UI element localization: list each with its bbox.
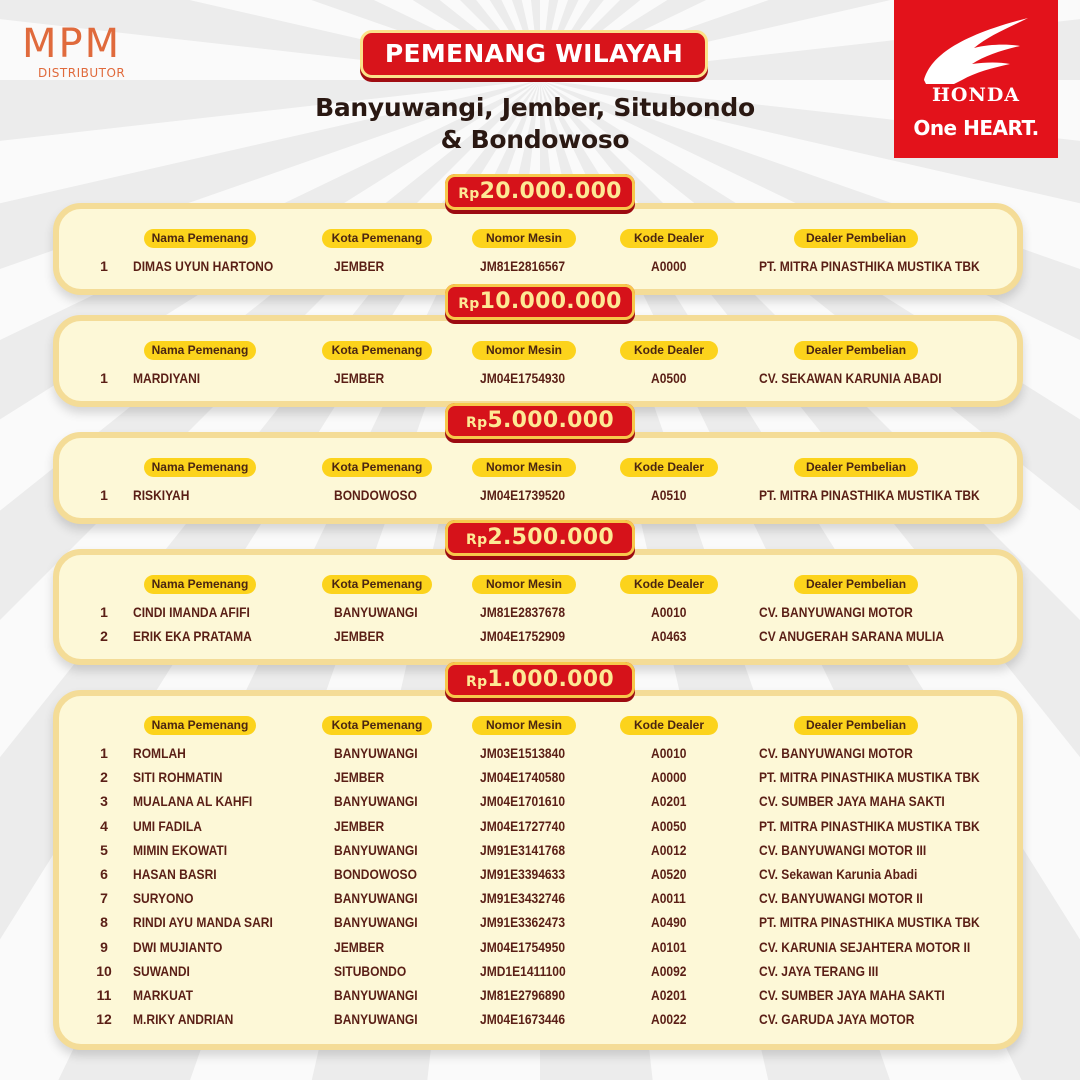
dealer-name: CV. BANYUWANGI MOTOR [759, 604, 913, 620]
dealer-name: PT. MITRA PINASTHIKA MUSTIKA TBK [759, 258, 980, 274]
header-dealer-pembelian: Dealer Pembelian [794, 716, 918, 735]
row-number: 1 [100, 258, 108, 274]
header-kode-dealer: Kode Dealer [620, 575, 718, 594]
dealer-code: A0092 [651, 962, 687, 979]
row-number: 11 [96, 987, 112, 1003]
engine-number: JM91E3362473 [480, 914, 566, 931]
dealer-name: CV. BANYUWANGI MOTOR [759, 745, 913, 761]
prize-panel [53, 203, 1023, 295]
dealer-code: A0101 [651, 938, 687, 955]
dealer-code: A0022 [651, 1011, 687, 1028]
winner-city: JEMBER [334, 817, 385, 834]
winner-city: BANYUWANGI [334, 987, 418, 1003]
headline-region-line1: Banyuwangi, Jember, Situbondo [315, 93, 755, 122]
dealer-code: A0012 [651, 841, 687, 858]
row-number: 5 [100, 841, 108, 858]
winner-name: MIMIN EKOWATI [133, 841, 228, 858]
winner-city: BANYUWANGI [334, 890, 418, 907]
dealer-name: CV. SUMBER JAYA MAHA SAKTI [759, 987, 945, 1003]
prize-currency: Rp [466, 674, 488, 690]
winner-name: SITI ROHMATIN [133, 769, 223, 786]
prize-currency: Rp [466, 415, 488, 431]
winner-name: ROMLAH [133, 745, 186, 761]
headline-region-line2: & Bondowoso [440, 125, 630, 154]
row-number: 2 [100, 769, 108, 786]
honda-wordmark: HONDA [931, 84, 1021, 106]
winner-name: M.RIKY ANDRIAN [133, 1011, 234, 1028]
engine-number: JM04E1754950 [480, 938, 566, 955]
dealer-name: CV. BANYUWANGI MOTOR II [759, 890, 923, 907]
winner-name: RISKIYAH [133, 487, 190, 503]
mpm-logo-text: MPM [22, 21, 122, 67]
engine-number: JM04E1754930 [480, 370, 566, 386]
winner-name: ERIK EKA PRATAMA [133, 628, 252, 644]
dealer-name: CV. SUMBER JAYA MAHA SAKTI [759, 793, 945, 810]
winner-city: BANYUWANGI [334, 841, 418, 858]
header-kode-dealer: Kode Dealer [620, 458, 718, 477]
header-nama-pemenang: Nama Pemenang [144, 575, 256, 594]
row-number: 10 [96, 962, 112, 979]
winner-name: RINDI AYU MANDA SARI [133, 914, 273, 931]
winner-name: MARDIYANI [133, 370, 201, 386]
winner-city: JEMBER [334, 938, 385, 955]
engine-number: JM04E1740580 [480, 769, 566, 786]
winner-city: BONDOWOSO [334, 866, 417, 882]
header-nomor-mesin: Nomor Mesin [472, 458, 576, 477]
engine-number: JM81E2837678 [480, 604, 566, 620]
dealer-name: CV. GARUDA JAYA MOTOR [759, 1011, 915, 1028]
engine-number: JM04E1673446 [480, 1011, 566, 1028]
header-nomor-mesin: Nomor Mesin [472, 341, 576, 360]
dealer-code: A0000 [651, 769, 687, 786]
header-nama-pemenang: Nama Pemenang [144, 229, 256, 248]
header-kode-dealer: Kode Dealer [620, 716, 718, 735]
header-kota-pemenang: Kota Pemenang [322, 341, 432, 360]
row-number: 1 [100, 370, 108, 386]
winner-name: CINDI IMANDA AFIFI [133, 604, 250, 620]
dealer-code: A0201 [651, 793, 687, 810]
prize-amount-badge [445, 662, 635, 698]
prize-currency: Rp [458, 186, 480, 202]
prize-amount: 20.000.000 [479, 179, 622, 204]
dealer-code: A0011 [651, 890, 686, 907]
winner-name: DWI MUJIANTO [133, 938, 223, 955]
winner-city: SITUBONDO [334, 962, 407, 979]
dealer-code: A0510 [651, 487, 687, 503]
dealer-code: A0050 [651, 817, 687, 834]
header-kota-pemenang: Kota Pemenang [322, 716, 432, 735]
header-kode-dealer: Kode Dealer [620, 341, 718, 360]
row-number: 4 [100, 817, 108, 834]
prize-amount-badge [445, 284, 635, 320]
dealer-code: A0463 [651, 628, 687, 644]
engine-number: JM91E3141768 [480, 841, 566, 858]
dealer-code: A0010 [651, 604, 687, 620]
winner-city: BANYUWANGI [334, 793, 418, 810]
engine-number: JM04E1727740 [480, 817, 566, 834]
winner-name: HASAN BASRI [133, 866, 217, 882]
row-number: 2 [100, 628, 108, 644]
winner-name: SURYONO [133, 890, 194, 907]
dealer-name: PT. MITRA PINASTHIKA MUSTIKA TBK [759, 769, 980, 786]
prize-amount-badge [445, 403, 635, 439]
winner-city: BANYUWANGI [334, 1011, 418, 1028]
winner-name: MARKUAT [133, 987, 193, 1003]
dealer-name: PT. MITRA PINASTHIKA MUSTIKA TBK [759, 914, 980, 931]
header-dealer-pembelian: Dealer Pembelian [794, 341, 918, 360]
dealer-code: A0201 [651, 987, 687, 1003]
header-nama-pemenang: Nama Pemenang [144, 716, 256, 735]
header-dealer-pembelian: Dealer Pembelian [794, 229, 918, 248]
header-kode-dealer: Kode Dealer [620, 229, 718, 248]
header-nama-pemenang: Nama Pemenang [144, 341, 256, 360]
dealer-name: CV. SEKAWAN KARUNIA ABADI [759, 370, 942, 386]
header-kota-pemenang: Kota Pemenang [322, 575, 432, 594]
engine-number: JM03E1513840 [480, 745, 566, 761]
winner-city: BONDOWOSO [334, 487, 417, 503]
winner-name: SUWANDI [133, 962, 190, 979]
prize-currency: Rp [466, 532, 488, 548]
winner-city: JEMBER [334, 258, 385, 274]
engine-number: JMD1E1411100 [480, 962, 566, 979]
dealer-name: CV. BANYUWANGI MOTOR III [759, 841, 927, 858]
headline-title: PEMENANG WILAYAH [360, 30, 708, 78]
row-number: 7 [100, 890, 108, 907]
header-dealer-pembelian: Dealer Pembelian [794, 458, 918, 477]
row-number: 8 [100, 914, 108, 931]
header-dealer-pembelian: Dealer Pembelian [794, 575, 918, 594]
row-number: 1 [100, 745, 108, 761]
header-nomor-mesin: Nomor Mesin [472, 575, 576, 594]
row-number: 1 [100, 604, 108, 620]
winner-city: JEMBER [334, 769, 385, 786]
winner-name: MUALANA AL KAHFI [133, 793, 253, 810]
dealer-code: A0490 [651, 914, 687, 931]
prize-currency: Rp [458, 296, 480, 312]
prize-amount: 10.000.000 [479, 289, 622, 314]
dealer-name: CV. JAYA TERANG III [759, 962, 879, 979]
row-number: 12 [96, 1011, 112, 1028]
winner-city: BANYUWANGI [334, 745, 418, 761]
winner-city: JEMBER [334, 370, 385, 386]
engine-number: JM04E1701610 [480, 793, 566, 810]
engine-number: JM91E3394633 [480, 866, 566, 882]
header-nomor-mesin: Nomor Mesin [472, 716, 576, 735]
honda-tagline: One HEART. [913, 116, 1039, 140]
dealer-name: CV. Sekawan Karunia Abadi [759, 866, 918, 882]
header-nomor-mesin: Nomor Mesin [472, 229, 576, 248]
dealer-name: PT. MITRA PINASTHIKA MUSTIKA TBK [759, 817, 980, 834]
engine-number: JM04E1752909 [480, 628, 566, 644]
row-number: 9 [100, 938, 108, 955]
engine-number: JM91E3432746 [480, 890, 566, 907]
prize-panel [53, 432, 1023, 524]
mpm-logo-subtitle: DISTRIBUTOR [38, 66, 126, 80]
header-nama-pemenang: Nama Pemenang [144, 458, 256, 477]
dealer-name: PT. MITRA PINASTHIKA MUSTIKA TBK [759, 487, 980, 503]
prize-amount-badge [445, 520, 635, 556]
winner-name: UMI FADILA [133, 817, 202, 834]
winner-city: BANYUWANGI [334, 914, 418, 931]
header-kota-pemenang: Kota Pemenang [322, 458, 432, 477]
prize-amount: 5.000.000 [487, 408, 614, 433]
prize-panel [53, 315, 1023, 407]
row-number: 1 [100, 487, 108, 503]
dealer-code: A0000 [651, 258, 687, 274]
dealer-name: CV ANUGERAH SARANA MULIA [759, 628, 945, 644]
row-number: 6 [100, 866, 108, 882]
row-number: 3 [100, 793, 108, 810]
engine-number: JM81E2816567 [480, 258, 566, 274]
header-kota-pemenang: Kota Pemenang [322, 229, 432, 248]
prize-amount: 2.500.000 [487, 525, 614, 550]
dealer-code: A0010 [651, 745, 687, 761]
prize-amount: 1.000.000 [487, 667, 614, 692]
winner-name: DIMAS UYUN HARTONO [133, 258, 274, 274]
dealer-code: A0520 [651, 866, 687, 882]
dealer-code: A0500 [651, 370, 687, 386]
winner-city: JEMBER [334, 628, 385, 644]
winner-city: BANYUWANGI [334, 604, 418, 620]
dealer-name: CV. KARUNIA SEJAHTERA MOTOR II [759, 938, 971, 955]
prize-amount-badge [445, 174, 635, 210]
engine-number: JM04E1739520 [480, 487, 566, 503]
headline [0, 30, 1080, 156]
engine-number: JM81E2796890 [480, 987, 566, 1003]
